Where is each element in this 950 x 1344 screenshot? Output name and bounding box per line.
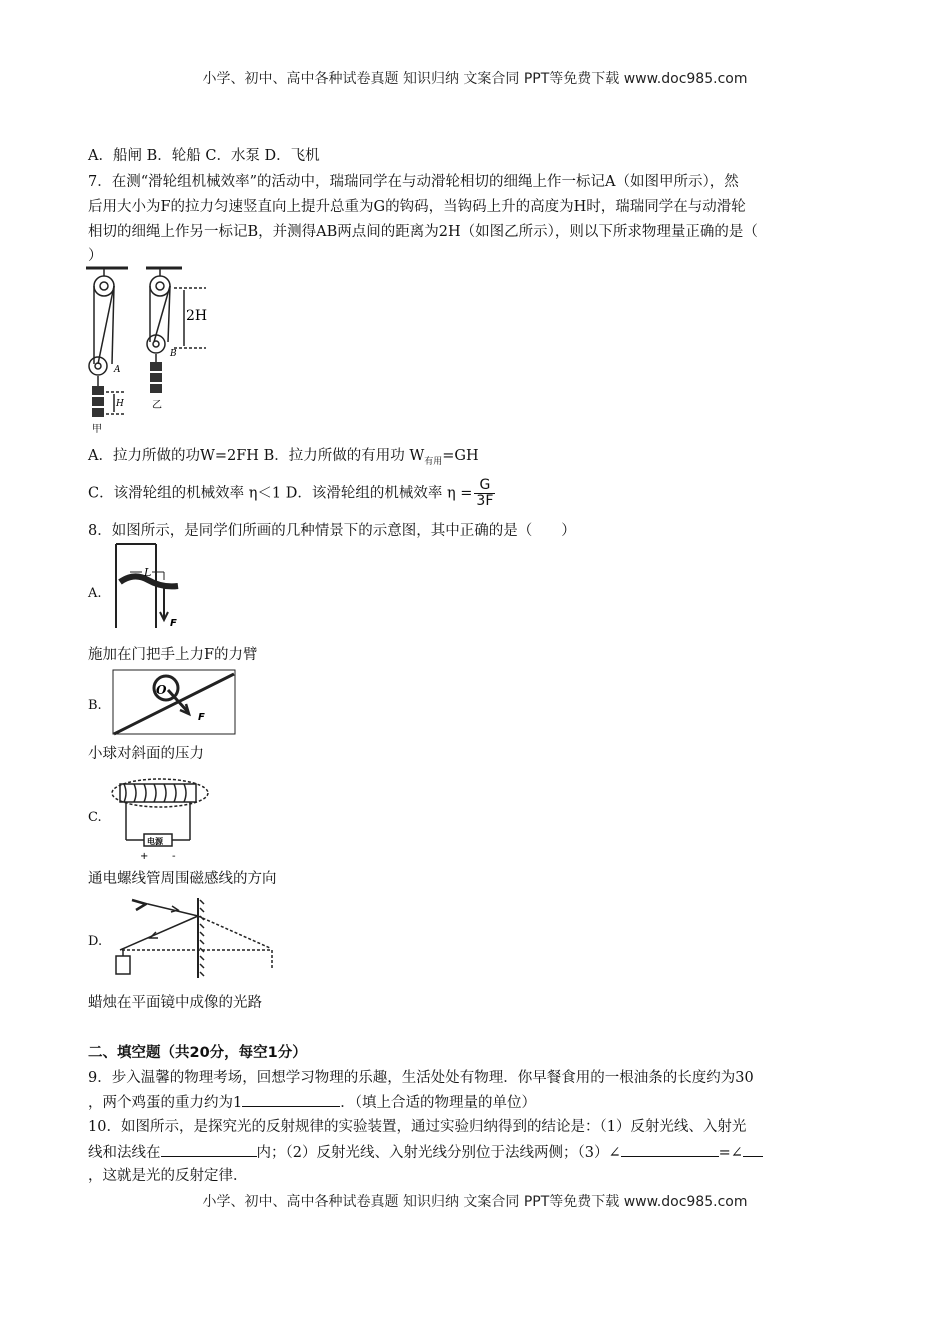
q10-blank-plane[interactable] [161, 1142, 257, 1157]
q7-opt-ab-text-end: =GH [442, 448, 479, 464]
label-a: A [114, 365, 121, 375]
section-2-title: 二、填空题（共20分，每空1分） [88, 1045, 307, 1061]
q6-options: A．船闸 B．轮船 C．水泵 D．飞机 [88, 148, 320, 164]
q10-line-3: ，这就是光的反射定律． [88, 1168, 248, 1184]
label-f-b: F [198, 712, 205, 723]
q8-b-caption: 小球对斜面的压力 [88, 746, 204, 762]
efficiency-fraction [474, 478, 495, 509]
q7-opt-ab-text: A．拉力所做的功W=2FH B．拉力所做的有用功 W [88, 448, 425, 464]
q10-line-2 [88, 1142, 763, 1163]
label-plus: + [140, 851, 149, 862]
q8-d-caption: 蜡烛在平面镜中成像的光路 [88, 995, 262, 1011]
q7-opt-cd-text: C．该滑轮组的机械效率 η＜1 D．该滑轮组的机械效率 η = [88, 485, 473, 502]
q8-b-label: B. [88, 698, 102, 713]
q7-line-3: 相切的细绳上作另一标记B，并测得AB两点间的距离为2H（如图乙所示），则以下所求物理量正确的是（ [88, 224, 758, 240]
q7-line-1: 7．在测“滑轮组机械效率”的活动中，瑞瑞同学在与动滑轮相切的细绳上作一标记A（如图甲所示），然 [88, 174, 739, 190]
label-minus: - [172, 851, 176, 862]
q8-d-label: D. [88, 934, 103, 949]
mirror-figure [112, 892, 282, 980]
label-yi: 乙 [152, 400, 162, 411]
q8-a-label: A. [88, 586, 102, 601]
q9-line-2-text-end: ．（填上合适的物理量的单位） [340, 1095, 536, 1111]
q10-line-2-text-eq: =∠ [718, 1145, 743, 1161]
q7-line-4: ） [88, 248, 103, 264]
q7-options-ab [88, 446, 479, 472]
q10-blank-angle-2[interactable] [743, 1142, 763, 1157]
q9-blank[interactable] [242, 1092, 340, 1107]
label-l: L [144, 566, 152, 579]
label-b: B [170, 349, 177, 359]
q7-opt-ab-subscript: 有用 [424, 456, 443, 467]
q9-line-1: 9．步入温馨的物理考场，回想学习物理的乐趣，生活处处有物理．你早餐食用的一根油条的长度约为30 [88, 1070, 754, 1086]
q9-line-2 [88, 1092, 536, 1113]
label-power: 电源 [147, 837, 163, 846]
label-o: O [156, 683, 167, 697]
q10-line-2-text-mid: 内；（2）反射光线、入射光线分别位于法线两侧；（3）∠ [256, 1145, 621, 1161]
page-footer: 小学、初中、高中各种试卷真题 知识归纳 文案合同 PPT等免费下载 www.doc985.com [202, 1194, 748, 1210]
q8-c-caption: 通电螺线管周围磁感线的方向 [88, 871, 277, 887]
label-f-a: F [170, 618, 177, 629]
solenoid-figure [110, 776, 212, 862]
q10-blank-angle-1[interactable] [621, 1142, 719, 1157]
page-header: 小学、初中、高中各种试卷真题 知识归纳 文案合同 PPT等免费下载 www.doc985.com [202, 71, 748, 87]
door-handle-figure [112, 542, 184, 630]
q10-line-2-text: 线和法线在 [88, 1145, 161, 1161]
q8-c-label: C. [88, 810, 102, 825]
q9-line-2-text: ，两个鸡蛋的重力约为1 [88, 1095, 243, 1111]
q7-line-2: 后用大小为F的拉力匀速竖直向上提升总重为G的钩码，当钩码上升的高度为H时，瑞瑞同学在与动滑轮 [88, 199, 746, 215]
fraction-numerator: G [474, 478, 495, 494]
label-jia: 甲 [92, 424, 102, 435]
q8-a-caption: 施加在门把手上力F的力臂 [88, 647, 258, 663]
label-h: H [116, 399, 124, 409]
q8-stem: 8．如图所示，是同学们所画的几种情景下的示意图，其中正确的是（ ） [88, 523, 576, 539]
fraction-denominator: 3F [476, 493, 494, 509]
q10-line-1: 10．如图所示，是探究光的反射规律的实验装置，通过实验归纳得到的结论是：（1）反射光线、入射光 [88, 1119, 747, 1135]
label-2h: 2H [186, 308, 208, 324]
q7-options-cd [88, 478, 495, 509]
pulley-figure [84, 264, 214, 436]
incline-figure [112, 668, 238, 738]
